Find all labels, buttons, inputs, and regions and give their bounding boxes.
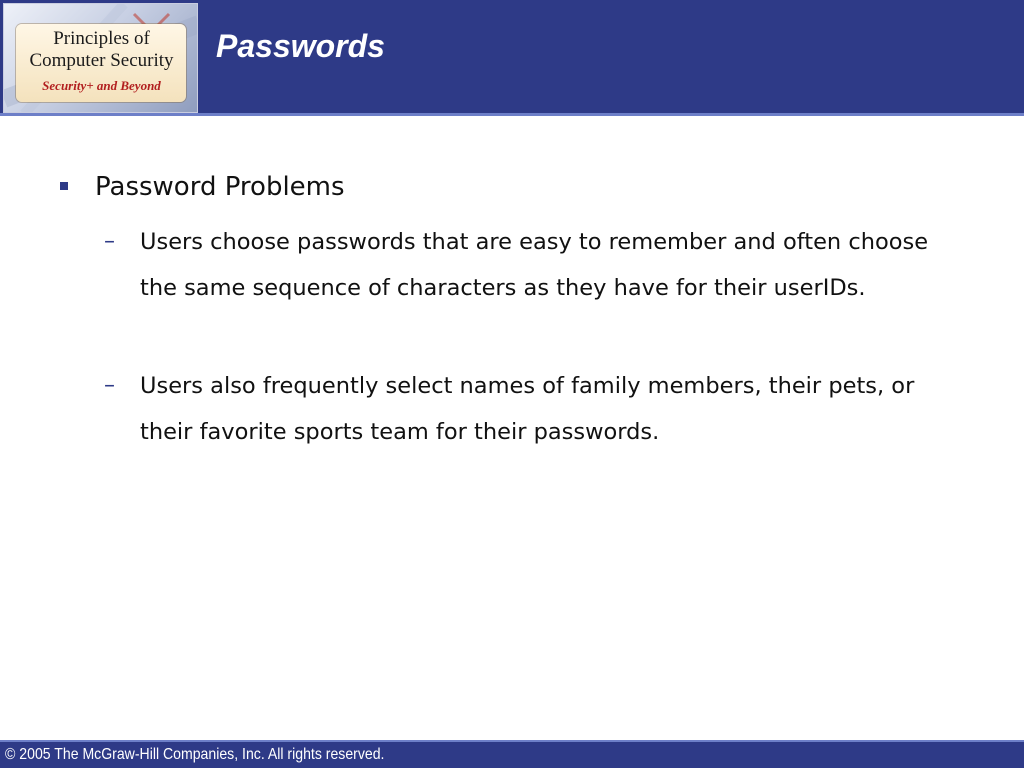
logo-title-line1: Principles of — [53, 28, 150, 49]
square-bullet-icon — [60, 182, 68, 190]
sub-bullet-text: Users also frequently select names of family members, their pets, or their favorite sports team for their passwords. — [140, 373, 915, 445]
copyright-text: © 2005 The McGraw-Hill Companies, Inc. All rights reserved. — [5, 746, 385, 763]
slide-title: Passwords — [216, 28, 385, 64]
logo-subtitle: Security+ and Beyond — [42, 78, 161, 93]
book-logo — [3, 3, 198, 113]
logo-title-line2: Computer Security — [29, 50, 174, 71]
bullet-text: Password Problems — [95, 172, 345, 202]
footer-bar — [0, 740, 1024, 768]
dash-bullet-icon: – — [104, 373, 115, 398]
sub-bullet-text: Users choose passwords that are easy to remember and often choose the same sequence of characters as they have for their userIDs. — [140, 229, 929, 301]
dash-bullet-icon: – — [104, 229, 115, 254]
title-bar — [0, 0, 1024, 116]
